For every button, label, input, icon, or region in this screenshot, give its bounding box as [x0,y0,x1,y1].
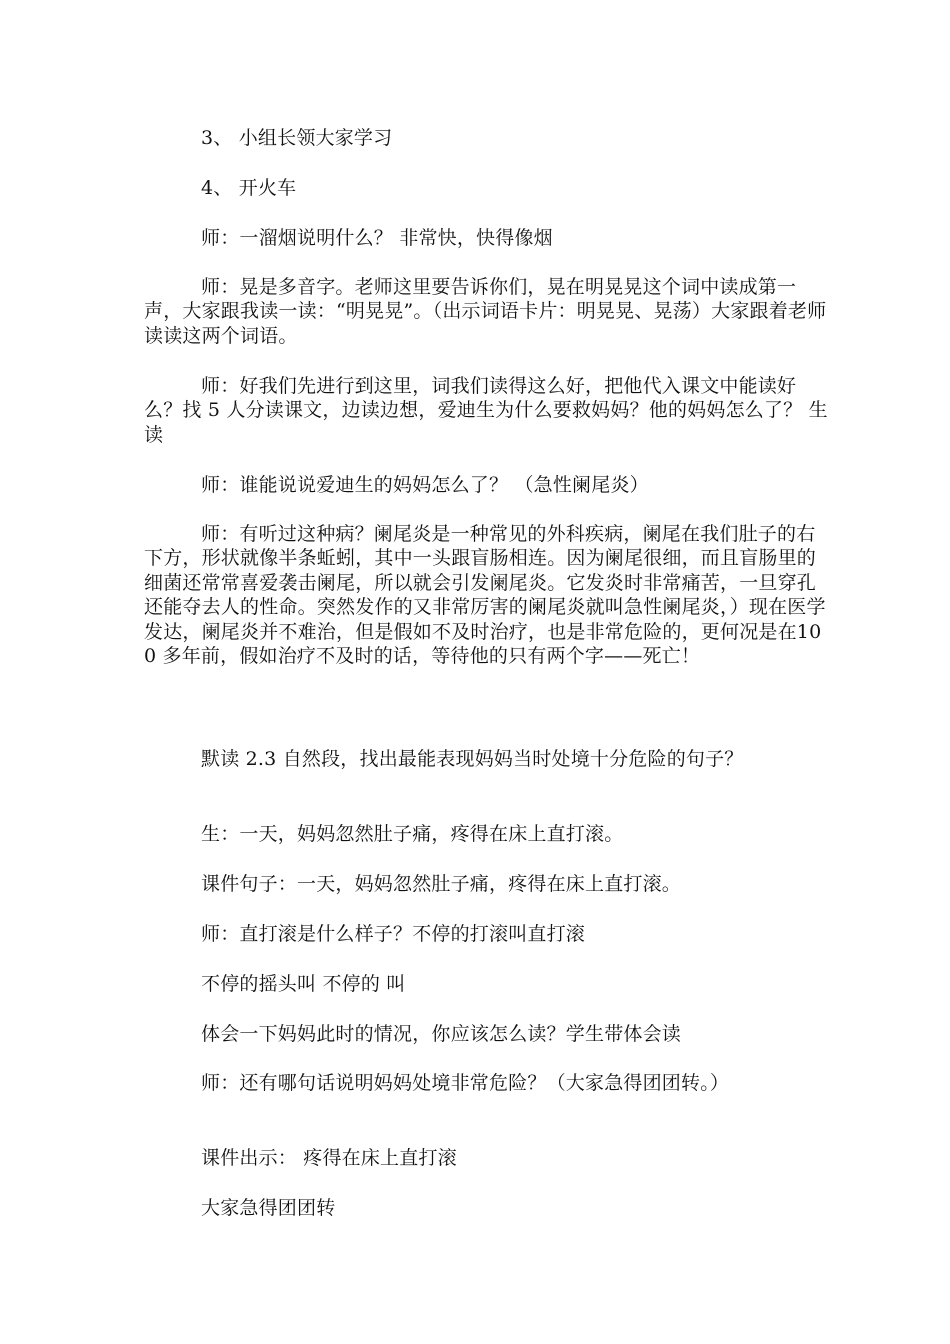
paragraph-tuantuanzhuan: 大家急得团团转 [201,1197,336,1219]
paragraph-fill-blank: 不停的摇头叫 不停的 叫 [201,973,406,995]
paragraph-read-text: 师：好我们先进行到这里，词我们读得这么好，把他代入课文中能读好么？找 5 人分读课文，边读边想，爱迪生为什么要救妈妈？他的妈妈怎么了？ 生读 [144,375,828,446]
paragraph-zhidagun: 师：直打滚是什么样子？不停的打滚叫直打滚 [201,923,586,945]
paragraph-mother-question: 师：谁能说说爱迪生的妈妈怎么了？ （急性阑尾炎） [201,474,649,496]
paragraph-feel-reading: 体会一下妈妈此时的情况，你应该怎么读？学生带体会读 [201,1023,682,1045]
paragraph-student-answer: 生：一天，妈妈忽然肚子痛，疼得在床上直打滚。 [201,823,624,845]
paragraph-step-4: 4、 开火车 [201,177,297,199]
paragraph-courseware-show: 课件出示： 疼得在床上直打滚 [201,1147,457,1169]
paragraph-yiliuyan: 师：一溜烟说明什么？ 非常快，快得像烟 [201,227,553,249]
paragraph-huang-polyphone: 师：晃是多音字。老师这里要告诉你们，晃在明晃晃这个词中读成第一声，大家跟我读一读：“明晃晃”。（出示词语卡片：明晃晃、晃荡）大家跟着老师读读这两个词语。 [144,276,827,347]
paragraph-silent-reading: 默读 2.3 自然段，找出最能表现妈妈当时处境十分危险的句子？ [201,748,744,770]
paragraph-step-3: 3、 小组长领大家学习 [201,127,393,149]
paragraph-appendicitis: 师：有听过这种病？阑尾炎是一种常见的外科疾病，阑尾在我们肚子的右下方，形状就像半条蚯蚓，其中一头跟盲肠相连。因为阑尾很细，而且盲肠里的细菌还常常喜爱袭击阑尾，所以就会引发阑尾炎。它发炎时非常痛苦，一旦穿孔还能夺去人的性命。突然发作的又非常厉害的阑尾炎就叫急性阑尾炎，）现在医学发达，阑尾炎并不难治，但是假如不及时治疗，也是非常危险的，更何况是在100 多年前，假如治疗不及时的话，等待他的只有两个字——死亡！ [144,523,826,668]
paragraph-courseware-sentence: 课件句子：一天，妈妈忽然肚子痛，疼得在床上直打滚。 [201,873,682,895]
paragraph-another-sentence: 师：还有哪句话说明妈妈处境非常危险？（大家急得团团转。） [201,1072,730,1094]
